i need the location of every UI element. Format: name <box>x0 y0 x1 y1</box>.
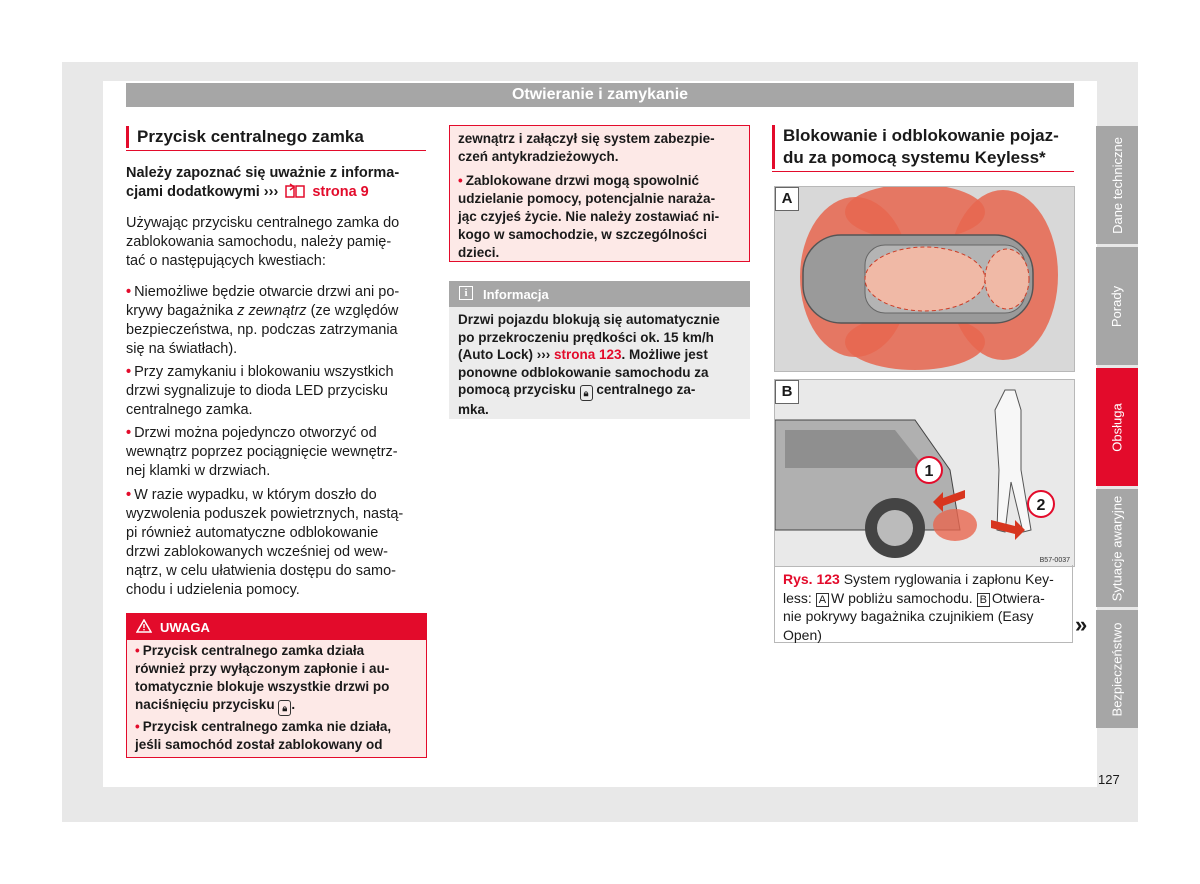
section-heading: Blokowanie i odblokowanie pojaz- du za pomocą systemu Keyless* <box>772 125 1073 169</box>
bullet-icon <box>126 487 134 503</box>
tab-bezpieczenstwo[interactable]: Bezpieczeństwo <box>1096 610 1138 728</box>
page-title: Otwieranie i zamykanie <box>126 83 1074 107</box>
info-header <box>449 281 750 307</box>
heading-underline <box>772 171 1074 172</box>
inline-label-b: B <box>977 593 990 607</box>
warning-label: UWAGA <box>160 620 210 635</box>
intro-paragraph: Używając przycisku centralnego zamka do zablokowania samochodu, należy pamię- tać o następujących kwestiach: <box>126 215 400 269</box>
bullet-icon <box>126 425 134 441</box>
page-number: 127 <box>1098 772 1120 787</box>
info-link[interactable]: strona 123 <box>554 347 622 362</box>
figure-b-label: B <box>775 380 799 404</box>
warning-item: zewnątrz i załączył się system zabezpie- czeń antykradzieżowych. <box>458 131 715 164</box>
warning-item: • Przycisk centralnego zamka nie działa, jeśli samochód został zablokowany od <box>135 718 420 754</box>
heading-underline <box>126 150 426 151</box>
bullet-icon <box>135 719 143 734</box>
section-heading-text: Przycisk centralnego zamka <box>137 127 364 146</box>
marker-1: 1 <box>915 456 943 484</box>
lock-button-icon: 🔒︎ <box>278 700 291 716</box>
figure-b <box>774 379 1075 567</box>
tab-dane-techniczne[interactable]: Dane techniczne <box>1096 126 1138 244</box>
figure-caption: Rys. 123 System ryglowania i zapłonu Key- less: A W pobliżu samochodu. B Otwiera- nie pokrywy bagażnika czujnikiem (Easy Open) <box>783 571 1054 643</box>
bullet-icon <box>135 643 143 658</box>
info-text: Drzwi pojazdu blokują się automatycznie po przekroczeniu prędkości ok. 15 km/h (Auto Lock) ››› strona 123. Możliwe jest ponowne odblokowanie samochodu za pomocą przycisku 🔒︎ centralnego za- mka. <box>458 312 720 417</box>
list-item: • Drzwi można pojedynczo otworzyć od wewnątrz poprzez pociągnięcie wewnętrz- nej klamki w drzwiach. <box>126 424 426 481</box>
bullet-icon <box>126 284 134 300</box>
section-heading <box>126 126 427 148</box>
warning-item: • Przycisk centralnego zamka działa również przy wyłączonym zapłonie i au- tomatycznie blokuje wszystkie drzwi po naciśnięciu przycisku 🔒︎ . <box>135 642 420 716</box>
warning-item: • Zablokowane drzwi mogą spowolnić udzielanie pomocy, potencjalnie naraża- jąc czyjeś życie. Nie należy zostawiać ni- kogo w samochodzie, w szczególności dzieci. <box>458 172 743 262</box>
inline-label-a: A <box>816 593 829 607</box>
warning-header <box>126 613 427 640</box>
continue-mark: » <box>1075 612 1088 637</box>
bullet-icon <box>126 364 134 380</box>
tab-obsluga[interactable]: Obsługa <box>1096 368 1138 486</box>
book-icon <box>284 183 306 205</box>
tab-porady[interactable]: Porady <box>1096 247 1138 365</box>
info-label: Informacja <box>483 287 549 302</box>
warning-triangle-icon <box>136 619 152 636</box>
bullet-icon <box>458 173 466 188</box>
figure-ref: Rys. 123 <box>783 571 840 587</box>
marker-2: 2 <box>1027 490 1055 518</box>
list-item: • Niemożliwe będzie otwarcie drzwi ani po- krywy bagażnika z zewnątrz (ze względów bezpieczeństwa, np. podczas zatrzymania się na światłach). <box>126 283 426 359</box>
car-top-view-illustration <box>775 187 1074 371</box>
intro-note: Należy zapoznać się uważnie z informa- cjami dodatkowymi ››› strona 9 <box>126 164 426 205</box>
tab-sytuacje-awaryjne[interactable]: Sytuacje awaryjne <box>1096 489 1138 607</box>
figure-a-label: A <box>775 187 799 211</box>
list-item: • W razie wypadku, w którym doszło do wyzwolenia poduszek powietrznych, nastą- pi również automatyczne odblokowanie drzwi zablokowanych wcześniej od wew- nątrz, w celu ułatwienia dostępu do samo- chodu i udzielenia pomocy. <box>126 486 426 600</box>
figure-a <box>774 186 1075 372</box>
intro-link[interactable]: strona 9 <box>312 184 369 200</box>
info-icon: i <box>459 286 473 300</box>
figure-code: B57-0037 <box>1039 557 1070 564</box>
lock-button-icon: 🔒︎ <box>580 385 593 401</box>
list-item: • Przy zamykaniu i blokowaniu wszystkich drzwi sygnalizuje to dioda LED przycisku centralnego zamka. <box>126 363 426 420</box>
